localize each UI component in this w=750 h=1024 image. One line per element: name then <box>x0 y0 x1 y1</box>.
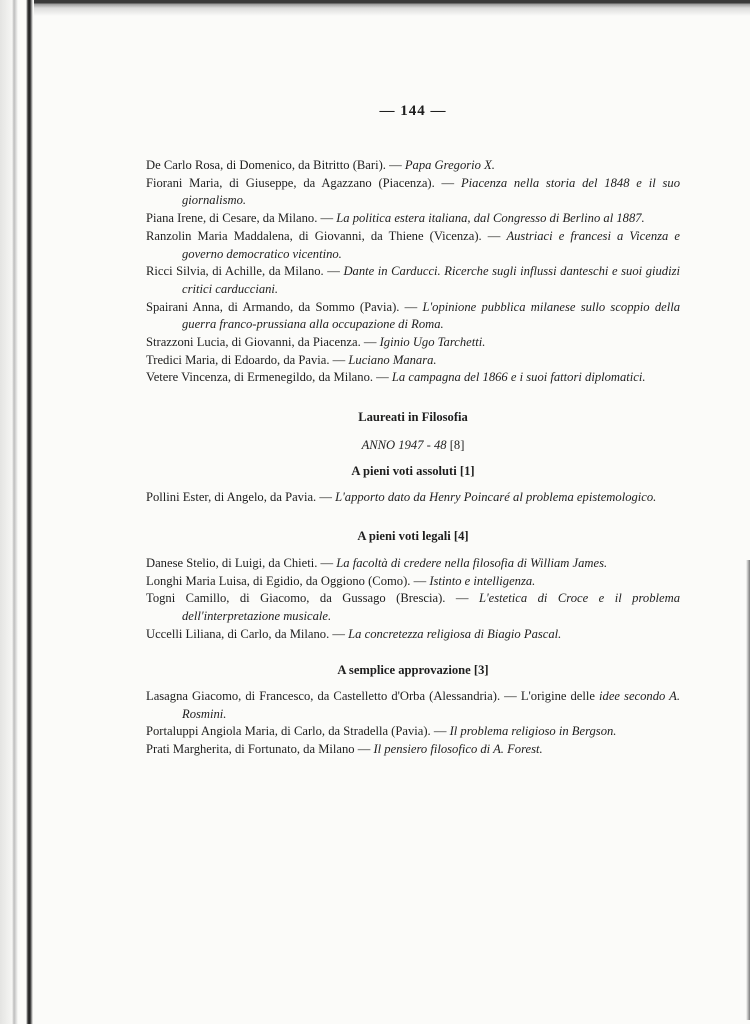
thesis-list-assoluti <box>146 489 680 507</box>
list-item: Prati Margherita, di Fortunato, da Milano — Il pensiero filosofico di A. Forest. <box>146 742 543 757</box>
list-item: Longhi Maria Luisa, di Egidio, da Oggiono (Como). — Istinto e intelligenza. <box>146 573 536 588</box>
group-heading-approvazione <box>146 662 680 680</box>
thesis-list-history <box>146 157 680 387</box>
scan-top-border <box>0 0 750 16</box>
list-item: Lasagna Giacomo, di Francesco, da Castelletto d'Orba (Alessandria). — L'origine delle idee secondo A. Rosmini. <box>146 689 680 721</box>
scan-right-edge <box>746 560 750 1020</box>
list-item: Ricci Silvia, di Achille, da Milano. — Dante in Carducci. Ricerche sugli influssi danteschi e suoi giudizi critici carducciani. <box>146 264 680 296</box>
list-item: Strazzoni Lucia, di Giovanni, da Piacenza. — Iginio Ugo Tarchetti. <box>146 335 486 350</box>
list-item: Fiorani Maria, di Giuseppe, da Agazzano (Piacenza). — Piacenza nella storia del 1848 e il suo giornalismo. <box>146 175 680 208</box>
group-heading: A semplice approvazione [3] <box>337 663 489 677</box>
list-item: Togni Camillo, di Giacomo, da Gussago (Brescia). — L'estetica di Croce e il problema dell'interpretazione musicale. <box>146 591 680 624</box>
list-item: Portaluppi Angiola Maria, di Carlo, da Stradella (Pavia). — Il problema religioso in Bergson. <box>146 724 617 739</box>
thesis-list-approvazione <box>146 688 680 759</box>
thesis-list-legali <box>146 555 680 644</box>
group-heading: A pieni voti assoluti [1] <box>351 464 475 478</box>
list-item: Spairani Anna, di Armando, da Sommo (Pavia). — L'opinione pubblica milanese sullo scoppio della guerra franco-prussiana alla occupazione di Roma. <box>146 299 681 332</box>
group-heading: A pieni voti legali [4] <box>357 529 469 543</box>
academic-year: ANNO 1947 - 48 [8] <box>361 438 465 452</box>
group-heading-assoluti <box>146 463 680 481</box>
list-item: Uccelli Liliana, di Carlo, da Milano. — La concretezza religiosa di Biagio Pascal. <box>146 626 562 641</box>
group-heading-legali <box>146 528 680 546</box>
list-item: De Carlo Rosa, di Domenico, da Bitritto (Bari). — Papa Gregorio X. <box>146 158 495 172</box>
year-line-block <box>146 437 680 455</box>
list-item: Vetere Vincenza, di Ermenegildo, da Milano. — La campagna del 1866 e i suoi fattori diplomatici. <box>146 370 646 385</box>
list-item: Ranzolin Maria Maddalena, di Giovanni, da Thiene (Vicenza). — Austriaci e francesi a Vicenza e governo democratico vicentino. <box>146 228 680 261</box>
section-heading: Laureati in Filosofia <box>358 410 468 424</box>
page-number: — 144 — <box>379 103 447 119</box>
scan-binding-edge <box>0 0 34 1024</box>
section-heading-block <box>146 409 680 427</box>
list-item: Pollini Ester, di Angelo, da Pavia. — L'apporto dato da Henry Poincaré al problema epistemologico. <box>146 490 657 504</box>
list-item: Piana Irene, di Cesare, da Milano. — La politica estera italiana, dal Congresso di Berlino al 1887. <box>146 211 645 226</box>
list-item: Danese Stelio, di Luigi, da Chieti. — La facoltà di credere nella filosofia di William James. <box>146 556 608 570</box>
list-item: Tredici Maria, di Edoardo, da Pavia. — Luciano Manara. <box>146 352 437 367</box>
